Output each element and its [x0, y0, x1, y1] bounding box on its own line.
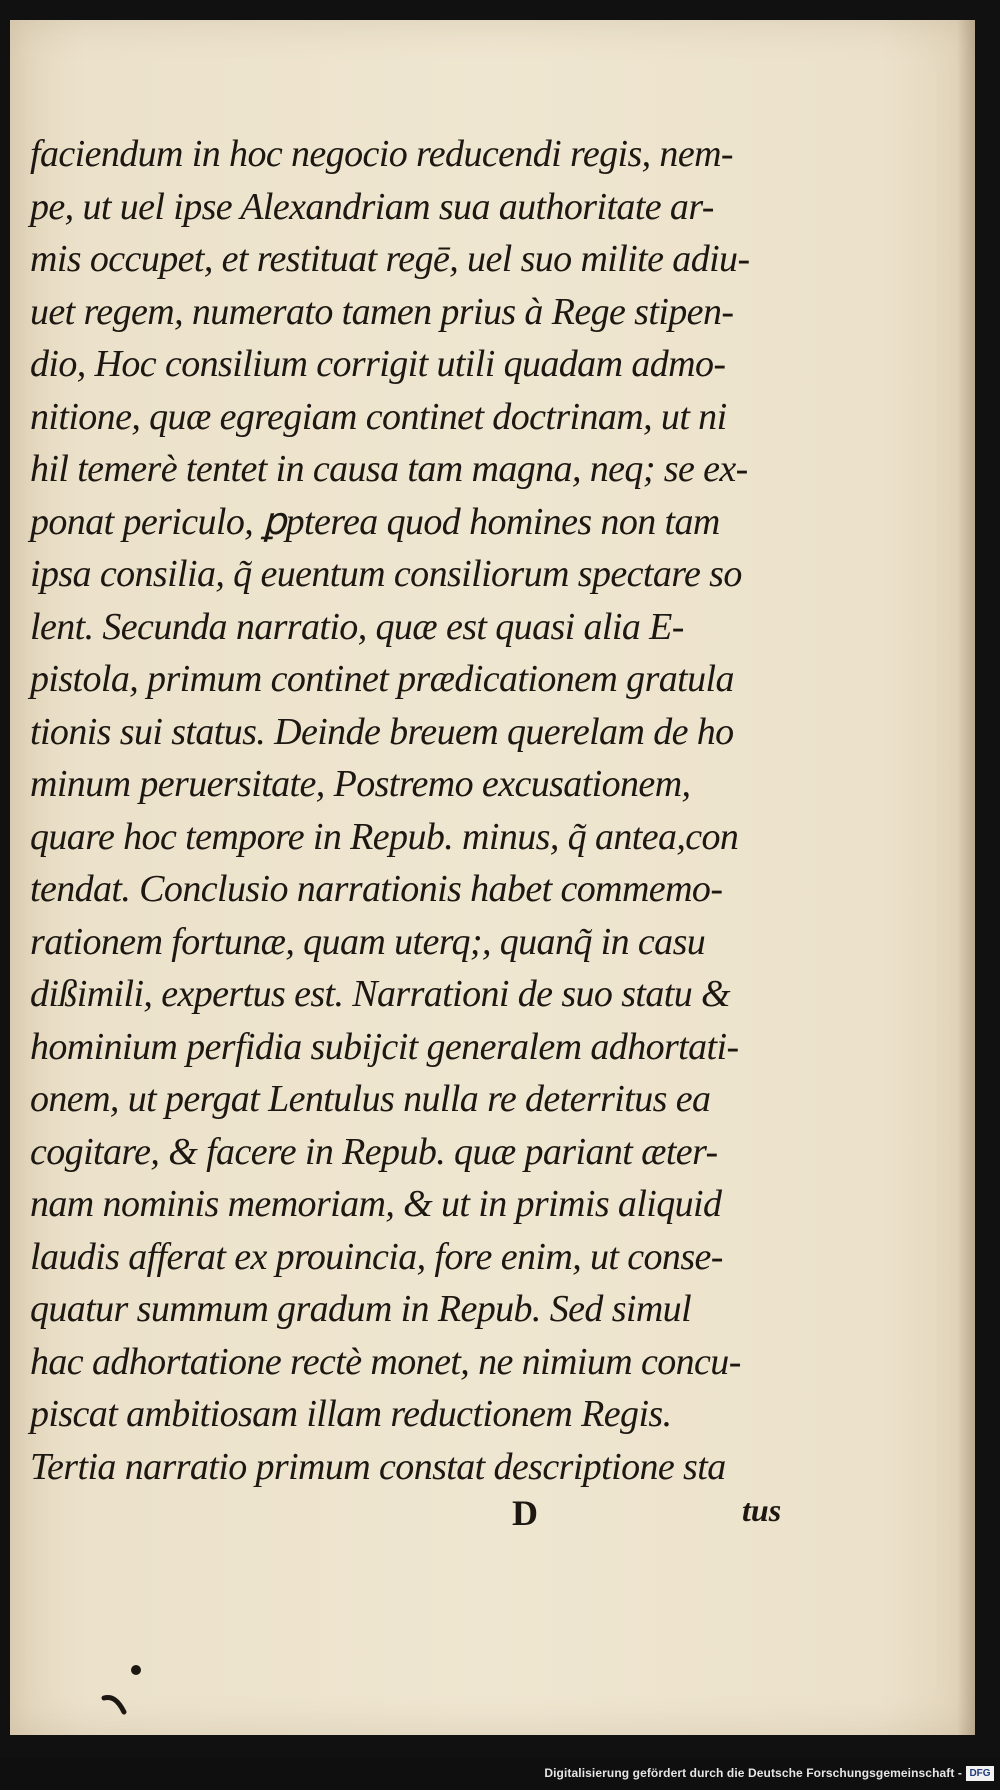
text-line: uet regem, numerato tamen prius à Rege stipen- [30, 290, 734, 333]
text-line: quare hoc tempore in Repub. minus, q̃ antea,con [30, 815, 739, 858]
text-line: tendat. Conclusio narrationis habet commemo- [30, 868, 723, 910]
text-line: dio, Hoc consilium corrigit utili quadam admo- [30, 343, 726, 385]
ink-stain-mark [98, 1660, 158, 1720]
catchword: tus [742, 1492, 782, 1528]
text-line: mis occupet, et restituat regē, uel suo milite adiu- [30, 238, 750, 280]
text-line: cogitare, & facere in Repub. quæ pariant æter- [30, 1130, 718, 1173]
signature-mark: D [512, 1493, 538, 1533]
text-line: hac adhortatione rectè monet, ne nimium concu- [30, 1340, 741, 1383]
text-line: nitione, quæ egregiam continet doctrinam, ut ni [30, 395, 727, 438]
text-line: pe, ut uel ipse Alexandriam sua authoritate ar- [30, 185, 714, 228]
text-line: tionis sui status. Deinde breuem querelam de ho [30, 710, 734, 753]
funding-credit: Digitalisierung gefördert durch die Deutsche Forschungsgemeinschaft - [544, 1766, 962, 1780]
text-line: quatur summum gradum in Repub. Sed simul [30, 1288, 692, 1330]
text-line: piscat ambitiosam illam reductionem Regis. [30, 1393, 672, 1435]
book-page [10, 20, 975, 1735]
page-footer-row [10, 1492, 975, 1542]
text-line: faciendum in hoc negocio reducendi regis, nem- [30, 133, 733, 175]
text-line: ipsa consilia, q̃ euentum consiliorum spectare so [30, 553, 742, 595]
text-line: minum peruersitate, Postremo excusationem, [30, 763, 691, 805]
text-line: ponat periculo, ꝑpterea quod homines non tam [30, 500, 720, 543]
text-line: dißimili, expertus est. Narrationi de suo statu & [30, 973, 730, 1015]
text-line: lent. Secunda narratio, quæ est quasi alia E- [30, 605, 684, 648]
dfg-logo: DFG [966, 1766, 994, 1781]
text-line: hominium perfidia subijcit generalem adhortati- [30, 1025, 739, 1068]
text-line: Tertia narratio primum constat descriptione sta [30, 1445, 726, 1488]
text-line: rationem fortunæ, quam uterq;, quanq̃ in casu [30, 920, 706, 963]
text-line: laudis afferat ex prouincia, fore enim, ut conse- [30, 1235, 723, 1278]
text-line: pistola, primum continet prædicationem gratula [30, 658, 734, 700]
page-text [30, 128, 790, 1493]
digitization-footer [0, 1758, 1000, 1790]
text-line: nam nominis memoriam, & ut in primis aliquid [30, 1183, 722, 1225]
text-line: hil temerè tentet in causa tam magna, neq; se ex- [30, 448, 748, 490]
text-line: onem, ut pergat Lentulus nulla re deterritus ea [30, 1078, 711, 1120]
